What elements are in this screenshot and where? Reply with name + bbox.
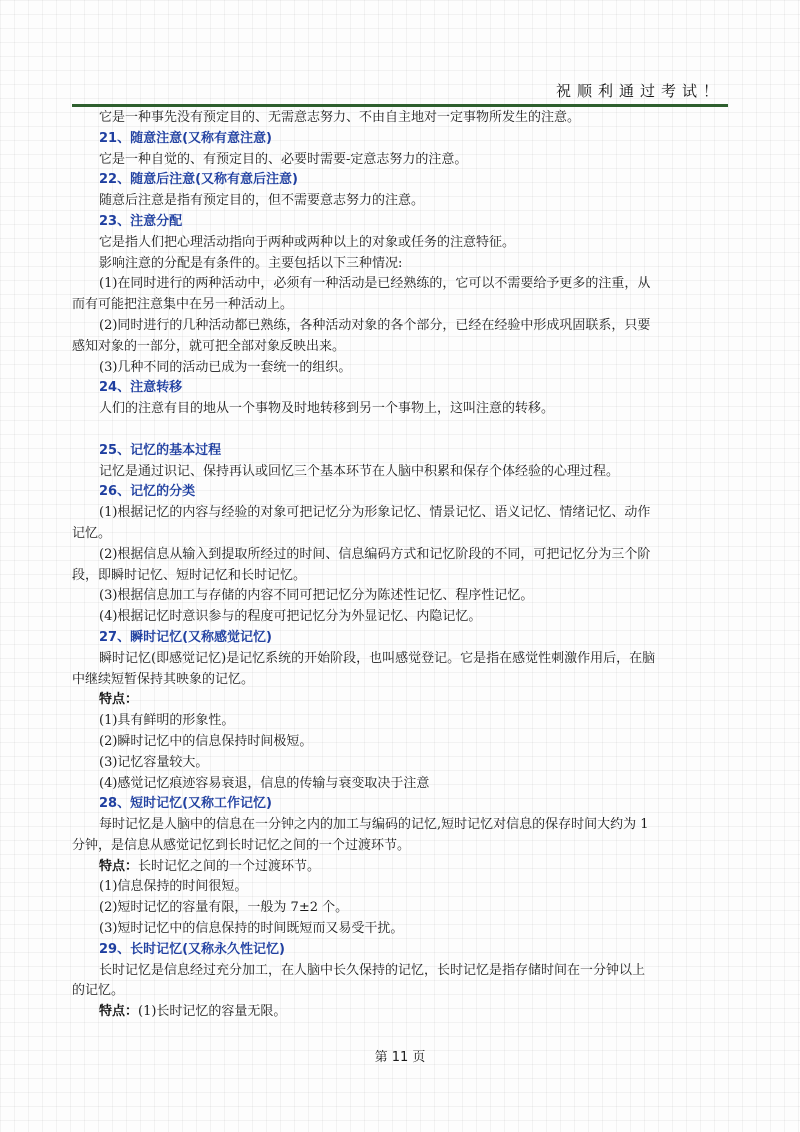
section-heading-23: 23、注意分配: [99, 213, 183, 229]
body-text: 影响注意的分配是有条件的。主要包括以下三种情况:: [99, 255, 403, 271]
section-heading-25: 25、记忆的基本过程: [99, 442, 222, 458]
list-item: (4)感觉记忆痕迹容易衰退，信息的传输与衰变取决于注意: [99, 775, 430, 791]
list-item: (1)具有鲜明的形象性。: [99, 713, 235, 729]
section-heading-22: 22、随意后注意(又称有意后注意): [99, 172, 298, 188]
body-text: 长时记忆是信息经过充分加工，在人脑中长久保持的记忆，长时记忆是指存储时间在一分钟以上: [99, 962, 646, 978]
list-item: (3)根据信息加工与存储的内容不同可把记忆分为陈述性记忆、程序性记忆。: [99, 588, 534, 604]
list-item: (1)信息保持的时间很短。: [99, 879, 248, 895]
section-heading-29: 29、长时记忆(又称永久性记忆): [99, 941, 285, 957]
body-text: 瞬时记忆(即感觉记忆)是记忆系统的开始阶段，也叫感觉登记。它是指在感觉性刺激作用后，在脑: [99, 650, 656, 666]
list-item-continuation: 记忆。: [72, 525, 112, 541]
document-body: [72, 108, 728, 1023]
body-text-continuation: 中继续短暂保持其映象的记忆。: [72, 671, 255, 687]
body-text: 它是一种自觉的、有预定目的、必要时需要-定意志努力的注意。: [99, 151, 468, 167]
list-item: (2)同时进行的几种活动都已熟练，各种活动对象的各个部分，已经在经验中形成巩固联系，只要: [99, 317, 651, 333]
list-item: (2)根据信息从输入到提取所经过的时间、信息编码方式和记忆阶段的不同，可把记忆分为三个阶: [99, 546, 651, 562]
list-item: (1)在同时进行的两种活动中，必须有一种活动是已经熟练的，它可以不需要给予更多的注重，从: [99, 276, 651, 292]
list-item-continuation: 而有可能把注意集中在另一种活动上。: [72, 297, 294, 313]
page-header: [72, 78, 728, 107]
section-heading-26: 26、记忆的分类: [99, 484, 196, 500]
header-slogan: 祝顺利通过考试！: [555, 82, 724, 100]
body-text: 随意后注意是指有预定目的，但不需要意志努力的注意。: [99, 193, 425, 209]
section-heading-27: 27、瞬时记忆(又称感觉记忆): [99, 629, 272, 645]
list-item-continuation: 段，即瞬时记忆、短时记忆和长时记忆。: [72, 567, 307, 583]
features-label: 特点：: [99, 692, 139, 708]
body-text-continuation: 分钟，是信息从感觉记忆到长时记忆之间的一个过渡环节。: [72, 837, 411, 853]
body-text: 人们的注意有目的地从一个事物及时地转移到另一个事物上，这叫注意的转移。: [99, 401, 555, 417]
features-label: 特点：: [99, 858, 139, 874]
body-text: 每时记忆是人脑中的信息在一分钟之内的加工与编码的记忆,短时记忆对信息的保存时间大约为 1: [99, 817, 649, 833]
page-number: 第 11 页: [374, 1050, 426, 1065]
body-text: 长时记忆之间的一个过渡环节。: [138, 858, 321, 874]
list-item: (3)记忆容量较大。: [99, 754, 209, 770]
list-item: (3)几种不同的活动已成为一套统一的组织。: [99, 359, 352, 375]
body-text: 它是一种事先没有预定目的、无需意志努力、不由自主地对一定事物所发生的注意。: [99, 110, 581, 125]
list-item: (2)短时记忆的容量有限，一般为 7±2 个。: [99, 900, 349, 916]
features-label: 特点：: [99, 1004, 139, 1020]
section-heading-24: 24、注意转移: [99, 380, 183, 396]
blank-line: [72, 420, 728, 441]
list-item-continuation: 感知对象的一部分，就可把全部对象反映出来。: [72, 338, 346, 354]
section-heading-28: 28、短时记忆(又称工作记忆): [99, 796, 272, 812]
body-text: 记忆是通过识记、保持再认或回忆三个基本环节在人脑中积累和保存个体经验的心理过程。: [99, 463, 620, 479]
list-item: (1)根据记忆的内容与经验的对象可把记忆分为形象记忆、情景记忆、语义记忆、情绪记忆、动作: [99, 505, 651, 521]
list-item: (4)根据记忆时意识参与的程度可把记忆分为外显记忆、内隐记忆。: [99, 609, 482, 625]
list-item: (1)长时记忆的容量无限。: [138, 1004, 287, 1020]
section-heading-21: 21、随意注意(又称有意注意): [99, 130, 272, 146]
list-item: (2)瞬时记忆中的信息保持时间极短。: [99, 733, 313, 749]
body-text: 它是指人们把心理活动指向于两种或两种以上的对象或任务的注意特征。: [99, 234, 516, 250]
body-text-continuation: 的记忆。: [72, 983, 125, 999]
list-item: (3)短时记忆中的信息保持的时间既短而又易受干扰。: [99, 921, 404, 937]
